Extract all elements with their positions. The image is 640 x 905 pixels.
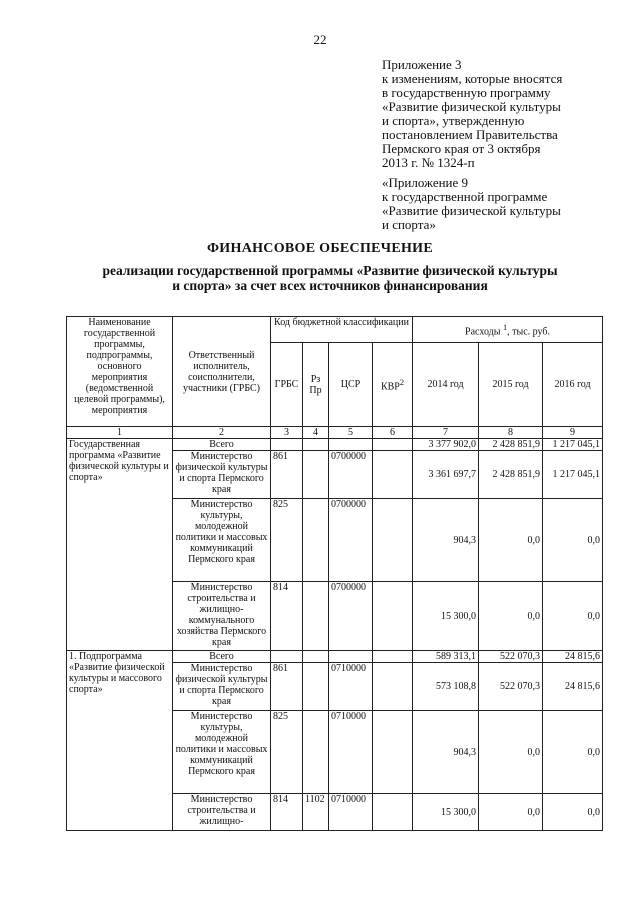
cell-grbs <box>271 439 303 451</box>
cell-rzpr <box>303 663 329 711</box>
subtitle-line: и спорта» за счет всех источников финансирования <box>172 278 488 293</box>
header-row <box>67 317 603 343</box>
cell-kvr <box>373 711 413 794</box>
document-subtitle <box>60 263 600 293</box>
kvr-label: КВР <box>380 381 400 393</box>
cell-kvr <box>373 582 413 651</box>
cell-csr: 0700000 <box>329 499 373 582</box>
cell-2014: 15 300,0 <box>413 794 479 831</box>
cell-2016: 0,0 <box>543 711 603 794</box>
cell-2014: 3 377 902,0 <box>413 439 479 451</box>
subprogram-name: 1. Подпрограмма «Развитие физической культуры и массового спорта» <box>67 651 173 831</box>
responsible-cell: Министерство культуры, молодежной политики и массовых коммуникаций Пермского края <box>173 711 271 794</box>
cell-rzpr <box>303 651 329 663</box>
cell-2016: 0,0 <box>543 794 603 831</box>
annex-line: Приложение 3 <box>382 57 462 72</box>
cell-csr: 0700000 <box>329 451 373 499</box>
header-kvr <box>373 343 413 427</box>
cell-grbs: 814 <box>271 582 303 651</box>
cell-grbs <box>271 651 303 663</box>
cell-2016: 0,0 <box>543 582 603 651</box>
cell-rzpr <box>303 582 329 651</box>
cell-2015: 0,0 <box>479 499 543 582</box>
header-2016: 2016 год <box>543 343 603 427</box>
cell-csr: 0710000 <box>329 663 373 711</box>
annex-line: «Развитие физической культуры <box>382 203 561 218</box>
cell-kvr <box>373 651 413 663</box>
expenses-footnote: 1 <box>502 322 508 332</box>
expenses-unit: , тыс. руб. <box>507 326 551 338</box>
header-expenses <box>413 317 603 343</box>
total-label: Всего <box>173 651 271 663</box>
cell-csr: 0700000 <box>329 582 373 651</box>
cell-csr: 0710000 <box>329 794 373 831</box>
cell-2015: 522 070,3 <box>479 663 543 711</box>
col-number: 7 <box>413 427 479 439</box>
header-responsible: Ответственный исполнитель, соисполнители, участники (ГРБС) <box>173 317 271 427</box>
program-name: Государственная программа «Развитие физической культуры и спорта» <box>67 439 173 651</box>
cell-2015: 0,0 <box>479 582 543 651</box>
cell-kvr <box>373 439 413 451</box>
cell-grbs: 861 <box>271 663 303 711</box>
col-number: 1 <box>67 427 173 439</box>
cell-2014: 3 361 697,7 <box>413 451 479 499</box>
col-number: 2 <box>173 427 271 439</box>
cell-2016: 24 815,6 <box>543 651 603 663</box>
header-rzpr: Рз Пр <box>303 343 329 427</box>
cell-2014: 15 300,0 <box>413 582 479 651</box>
annex-line: постановлением Правительства <box>382 127 558 142</box>
annex-line: и спорта», утвержденную <box>382 113 525 128</box>
table-row <box>67 651 603 663</box>
responsible-cell: Министерство строительства и жилищно- <box>173 794 271 831</box>
annex-header-2 <box>382 176 632 232</box>
header-2014: 2014 год <box>413 343 479 427</box>
cell-kvr <box>373 499 413 582</box>
col-number: 5 <box>329 427 373 439</box>
cell-2014: 904,3 <box>413 499 479 582</box>
cell-2015: 2 428 851,9 <box>479 451 543 499</box>
cell-rzpr <box>303 711 329 794</box>
annex-line: «Приложение 9 <box>382 175 469 190</box>
cell-grbs: 825 <box>271 499 303 582</box>
column-number-row <box>67 427 603 439</box>
cell-csr <box>329 439 373 451</box>
responsible-cell: Министерство физической культуры и спорта Пермского края <box>173 451 271 499</box>
cell-2016: 1 217 045,1 <box>543 451 603 499</box>
col-number: 3 <box>271 427 303 439</box>
cell-2016: 1 217 045,1 <box>543 439 603 451</box>
expenses-label: Расходы <box>465 326 503 338</box>
responsible-cell: Министерство физической культуры и спорта Пермского края <box>173 663 271 711</box>
cell-2016: 24 815,6 <box>543 663 603 711</box>
cell-rzpr <box>303 439 329 451</box>
col-number: 9 <box>543 427 603 439</box>
col-number: 6 <box>373 427 413 439</box>
cell-2015: 0,0 <box>479 711 543 794</box>
table-row <box>67 439 603 451</box>
cell-grbs: 825 <box>271 711 303 794</box>
kvr-footnote: 2 <box>399 377 405 387</box>
cell-2014: 573 108,8 <box>413 663 479 711</box>
total-label: Всего <box>173 439 271 451</box>
header-budget-code: Код бюджетной классификации <box>271 317 413 343</box>
cell-kvr <box>373 663 413 711</box>
col-number: 4 <box>303 427 329 439</box>
annex-line: и спорта» <box>382 217 436 232</box>
cell-grbs: 814 <box>271 794 303 831</box>
header-name: Наименование государственной программы, подпрограммы, основного мероприятия (ведомственной целевой программы), мероприятия <box>67 317 173 427</box>
cell-2015: 0,0 <box>479 794 543 831</box>
cell-2014: 904,3 <box>413 711 479 794</box>
header-csr: ЦСР <box>329 343 373 427</box>
cell-grbs: 861 <box>271 451 303 499</box>
col-number: 8 <box>479 427 543 439</box>
annex-line: в государственную программу <box>382 85 551 100</box>
responsible-cell: Министерство культуры, молодежной политики и массовых коммуникаций Пермского края <box>173 499 271 582</box>
annex-line: «Развитие физической культуры <box>382 99 561 114</box>
cell-rzpr: 1102 <box>303 794 329 831</box>
cell-kvr <box>373 451 413 499</box>
cell-rzpr <box>303 499 329 582</box>
page-number: 22 <box>313 32 327 47</box>
annex-line: к изменениям, которые вносятся <box>382 71 563 86</box>
responsible-cell: Министерство строительства и жилищно-коммунального хозяйства Пермского края <box>173 582 271 651</box>
header-grbs: ГРБС <box>271 343 303 427</box>
cell-2014: 589 313,1 <box>413 651 479 663</box>
subtitle-line: реализации государственной программы «Развитие физической культуры <box>102 263 558 278</box>
cell-2015: 2 428 851,9 <box>479 439 543 451</box>
annex-line: Пермского края от 3 октября <box>382 141 541 156</box>
cell-rzpr <box>303 451 329 499</box>
cell-csr <box>329 651 373 663</box>
cell-kvr <box>373 794 413 831</box>
annex-line: к государственной программе <box>382 189 548 204</box>
header-2015: 2015 год <box>479 343 543 427</box>
annex-header <box>382 58 632 170</box>
cell-csr: 0710000 <box>329 711 373 794</box>
financing-table <box>66 316 603 831</box>
document-title: ФИНАНСОВОЕ ОБЕСПЕЧЕНИЕ <box>206 241 434 256</box>
cell-2015: 522 070,3 <box>479 651 543 663</box>
annex-line: 2013 г. № 1324-п <box>382 155 475 170</box>
cell-2016: 0,0 <box>543 499 603 582</box>
